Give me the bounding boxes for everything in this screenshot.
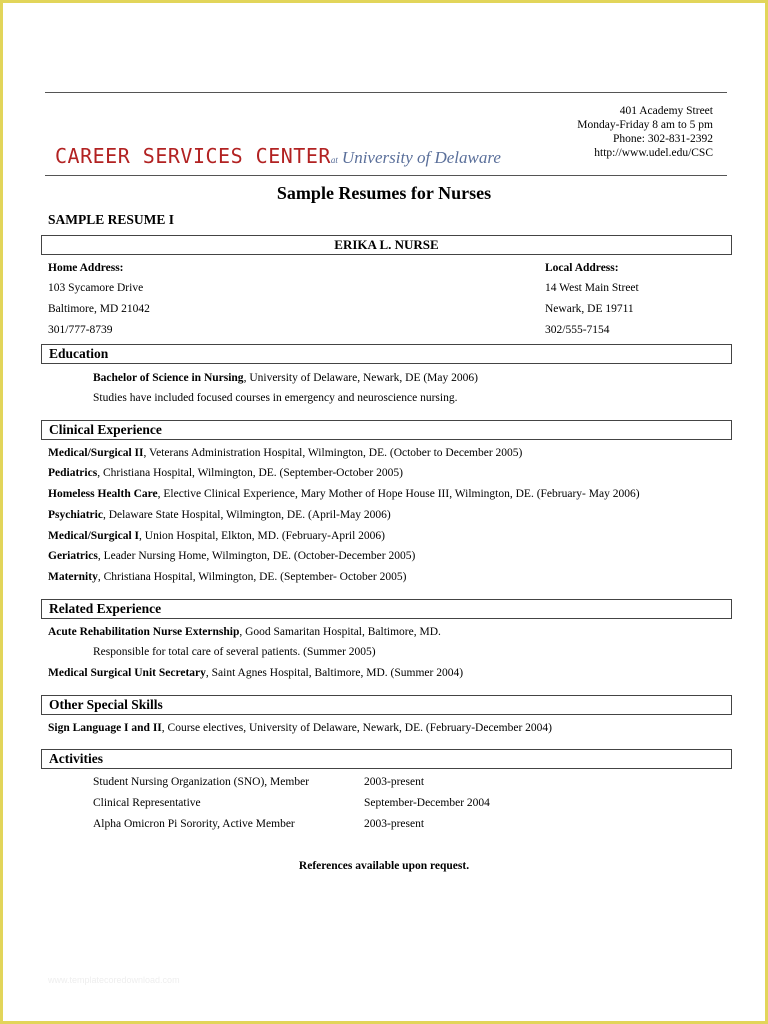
activity-date: 2003-present <box>364 776 425 788</box>
local-street: 14 West Main Street <box>545 282 639 294</box>
clinical-item-title: Geriatrics <box>48 550 98 562</box>
sample-label: SAMPLE RESUME I <box>48 212 175 227</box>
clinical-item <box>48 488 640 500</box>
activity-name: Student Nursing Organization (SNO), Member <box>93 776 310 788</box>
clinical-item-detail: , Christiana Hospital, Wilmington, DE. (September-October 2005) <box>97 467 403 479</box>
clinical-item <box>48 447 522 459</box>
home-address-label: Home Address: <box>48 262 124 274</box>
clinical-item-detail: , Leader Nursing Home, Wilmington, DE. (October-December 2005) <box>97 550 416 562</box>
related-job <box>48 626 441 638</box>
clinical-item-detail: , Delaware State Hospital, Wilmington, DE. (April-May 2006) <box>102 509 391 521</box>
logo-main-text: CAREER SERVICES CENTER <box>55 144 331 168</box>
education-degree-detail: , University of Delaware, Newark, DE (May 2006) <box>243 372 478 384</box>
clinical-item <box>48 509 391 521</box>
references-note: References available upon request. <box>298 860 470 872</box>
logo-university-text: University of Delaware <box>341 148 501 167</box>
clinical-item <box>48 467 403 479</box>
clinical-item-title: Psychiatric <box>48 509 103 521</box>
local-phone: 302/555-7154 <box>545 324 610 336</box>
contact-address: 401 Academy Street <box>619 105 713 117</box>
page-title: Sample Resumes for Nurses <box>276 183 492 203</box>
education-degree-line <box>93 372 478 384</box>
clinical-item-title: Medical/Surgical II <box>48 447 144 459</box>
related-job-detail: , Saint Agnes Hospital, Baltimore, MD. (Summer 2004) <box>205 667 464 679</box>
clinical-item-detail: , Veterans Administration Hospital, Wilmington, DE. (October to December 2005) <box>143 447 523 459</box>
header-rule-bottom <box>45 175 727 176</box>
related-job-title: Medical Surgical Unit Secretary <box>48 667 206 679</box>
education-degree: Bachelor of Science in Nursing <box>93 372 244 384</box>
section-other-special-skills: Other Special Skills <box>41 695 732 715</box>
clinical-item-title: Pediatrics <box>48 467 98 479</box>
clinical-item-title: Medical/Surgical I <box>48 530 140 542</box>
clinical-item <box>48 530 385 542</box>
section-clinical-experience: Clinical Experience <box>41 420 732 440</box>
activity-name: Clinical Representative <box>93 797 201 809</box>
skills-item-title: Sign Language I and II <box>48 722 162 734</box>
header-rule-top <box>45 92 727 93</box>
contact-url[interactable]: http://www.udel.edu/CSC <box>594 147 713 159</box>
clinical-item <box>48 571 406 583</box>
clinical-item-detail: , Christiana Hospital, Wilmington, DE. (September- October 2005) <box>97 571 407 583</box>
clinical-item-detail: , Union Hospital, Elkton, MD. (February-April 2006) <box>139 530 385 542</box>
local-address-label: Local Address: <box>545 262 619 274</box>
related-job-title: Acute Rehabilitation Nurse Externship <box>48 626 240 638</box>
section-related-experience: Related Experience <box>41 599 732 619</box>
local-city: Newark, DE 19711 <box>545 303 634 315</box>
clinical-item-title: Maternity <box>48 571 98 583</box>
contact-hours: Monday-Friday 8 am to 5 pm <box>577 119 713 131</box>
home-phone: 301/777-8739 <box>48 324 113 336</box>
section-education: Education <box>41 344 732 364</box>
skills-item <box>48 722 552 734</box>
clinical-item <box>48 550 415 562</box>
clinical-item-detail: , Elective Clinical Experience, Mary Mother of Hope House III, Wilmington, DE. (February- May 2006) <box>157 488 640 500</box>
watermark: www.templatecoredownload.com <box>48 975 180 985</box>
candidate-name: ERIKA L. NURSE <box>41 235 732 255</box>
contact-block <box>577 104 713 160</box>
activity-name: Alpha Omicron Pi Sorority, Active Member <box>93 818 295 830</box>
logo-at-text: at <box>330 155 338 165</box>
contact-phone: Phone: 302-831-2392 <box>613 133 713 145</box>
section-activities: Activities <box>41 749 732 769</box>
related-job-detail: , Good Samaritan Hospital, Baltimore, MD. <box>239 626 441 638</box>
skills-item-detail: , Course electives, University of Delaware, Newark, DE. (February-December 2004) <box>161 722 552 734</box>
education-note: Studies have included focused courses in emergency and neuroscience nursing. <box>93 392 458 404</box>
related-job <box>48 667 463 679</box>
related-job-description: Responsible for total care of several patients. (Summer 2005) <box>93 646 376 658</box>
activity-date: 2003-present <box>364 818 425 830</box>
home-city: Baltimore, MD 21042 <box>48 303 150 315</box>
home-street: 103 Sycamore Drive <box>48 282 144 294</box>
clinical-item-title: Homeless Health Care <box>48 488 158 500</box>
activity-date: September-December 2004 <box>364 797 490 809</box>
career-services-logo <box>55 144 501 168</box>
